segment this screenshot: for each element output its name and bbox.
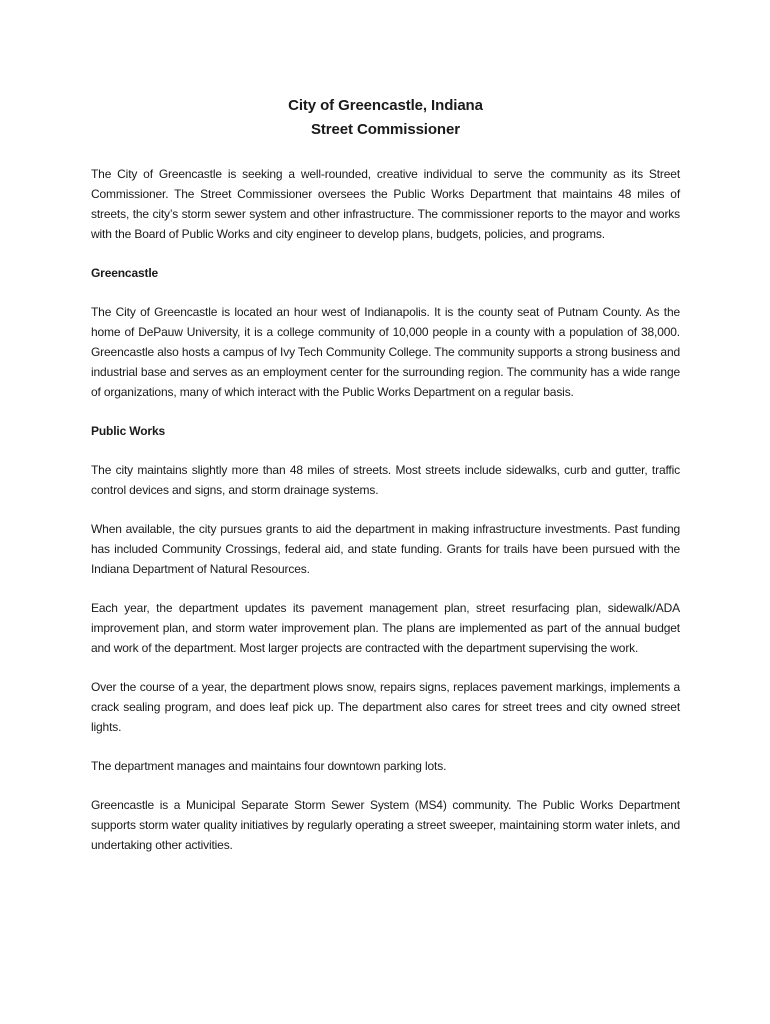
public-works-paragraph-maintenance: Over the course of a year, the department plows snow, repairs signs, replaces pavement markings, implements a crack sealing program, and does leaf pick up. The department also cares for street trees and city owned street lights. (91, 680, 680, 734)
public-works-paragraph-grants: When available, the city pursues grants to aid the department in making infrastructure investments. Past funding has included Community Crossings, federal aid, and state funding. Grants for trails have been pursued with the Indiana Department of Natural Resources. (91, 522, 680, 576)
title-block (91, 94, 680, 142)
section-heading-public-works: Public Works (91, 424, 165, 438)
greencastle-paragraph: The City of Greencastle is located an hour west of Indianapolis. It is the county seat of Putnam County. As the home of DePauw University, it is a college community of 10,000 people in a county with a population of 38,000. Greencastle also hosts a campus of Ivy Tech Community College. The community supports a strong business and industrial base and serves as an employment center for the surrounding region. The community has a wide range of organizations, many of which interact with the Public Works Department on a regular basis. (91, 305, 680, 399)
intro-paragraph: The City of Greencastle is seeking a well-rounded, creative individual to serve the community as its Street Commissioner. The Street Commissioner oversees the Public Works Department that maintains 48 miles of streets, the city’s storm sewer system and other infrastructure. The commissioner reports to the mayor and works with the Board of Public Works and city engineer to develop plans, budgets, policies, and programs. (91, 167, 680, 241)
public-works-paragraph-parking: The department manages and maintains four downtown parking lots. (91, 759, 447, 773)
document-subtitle: Street Commissioner (311, 121, 460, 138)
public-works-paragraph-ms4: Greencastle is a Municipal Separate Storm Sewer System (MS4) community. The Public Works Department supports storm water quality initiatives by regularly operating a street sweeper, maintaining storm water inlets, and undertaking other activities. (91, 798, 680, 852)
document-title: City of Greencastle, Indiana (288, 97, 483, 114)
public-works-paragraph-plans: Each year, the department updates its pavement management plan, street resurfacing plan, sidewalk/ADA improvement plan, and storm water improvement plan. The plans are implemented as part of the annual budget and work of the department. Most larger projects are contracted with the department supervising the work. (91, 601, 680, 655)
public-works-paragraph-streets: The city maintains slightly more than 48 miles of streets. Most streets include sidewalks, curb and gutter, traffic control devices and signs, and storm drainage systems. (91, 463, 680, 497)
section-heading-greencastle: Greencastle (91, 266, 159, 280)
